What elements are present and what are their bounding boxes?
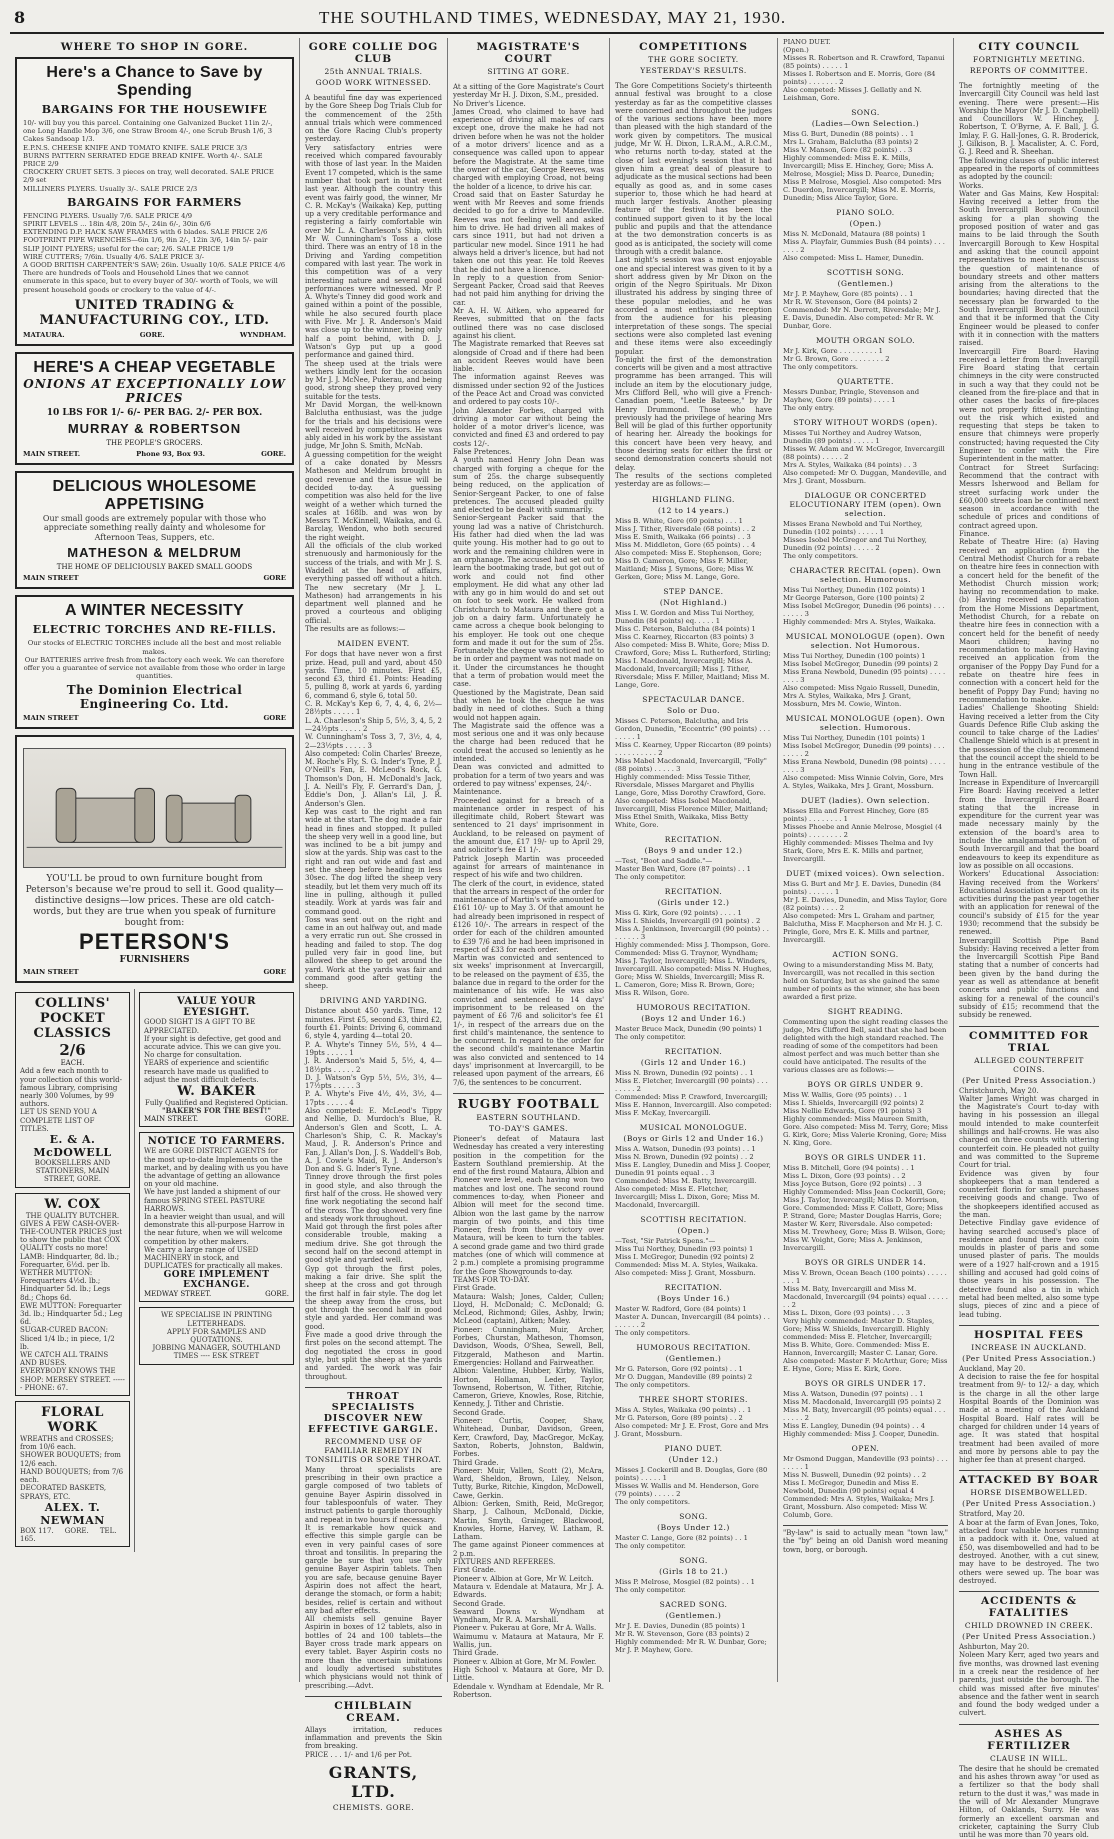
results-list: Miss B. Mitchell, Gore (94 points) . . 1 Miss L. Dixon, Gore (93 points) . . 2 Miss Joyce Butson, Gore (92 points) . . 3 Highly Commended: Miss Jean Cockerill, Gore; Miss J. Taylor, Invercargill; Miss D. Morrison, Gore. Commended: Miss F. Collett, Gore; Miss P. Strand, Gore; Master Douglas Harris, Gore; Master W. Kerr, Riversdale. Also competed: Miss M. Trewheey, Gore; Miss B. Wilson, Gore; Miss W. Voight, Gore; Miss A. Jenkinson, Invercargill. <box>783 1164 946 1252</box>
article-body: The Gore Competitions Society's thirteenth annual festival was brought to a close yesterday as far as the competitive classes were concerned and throughout the judges of the various sections have been more than pleased with the high standard of the work given by competitors. The musical judge, Mr W. H. Dixon, L.R.A.M., A.R.C.M., who returns north to-day, stated at the close of last evening's session that it had given him a great deal of pleasure to adjudicate as the musical sections had been equally as good as, and in some cases superior to, those which he had heard at much larger festivals. Another pleasing feature of the festival has been the continued support given to it by the local public and pupils and that the attendance at the two demonstration concerts is as good as is anticipated, the society will come through with a credit balance. Last night's session was a most enjoyable one and special interest was given to it by a short address given by Mr Dixon on the origin of the Negro Spirituals. Mr Dixon illustrated his address by singing three of these popular melodies, and he was accorded a most enthusiastic reception from the audience for his pleasing interpretation of these songs. The special sections were also completed last evening and these items were also exceedingly popular. To-night the first of the demonstration concerts will be given and a most attractive programme has been arranged. This will include an item by the elocutionary judge, Mrs Clifford Bell, who will give a French-Canadian poem, "Leetle Bateese," by Dr Henry Drummond. Those who have previously had the privilege of hearing Mrs Bell will be glad of this further opportunity of hearing her. Already the bookings for this concert have been very heavy, and those desiring seats for either the first or second demonstration concerts should not delay. The results of the sections completed yesterday are as follows:— <box>615 82 772 489</box>
results-list: Mr J. Kirk, Gore . . . . . . . . . 1 Mr G. Brown, Gore . . . . . . . . 2 The only competitors. <box>783 347 890 371</box>
results-list: Miss Tui Northey, Dunedin (101 points) 1 Miss Isobel McGregor, Dunedin (99 points) . . . . . . . . 2 Miss Erana Newbold, Dunedin (98 points) . . . . . . . . 3 Also competed: Miss Winnie Colvin, Gore, Mrs A. Styles, Waikaka, Mrs J. Grant, Mossburn. <box>783 734 946 790</box>
ad-tagline: FURNISHERS <box>119 955 190 966</box>
column-shop-in-gore <box>10 38 300 1682</box>
ad-petersons <box>15 735 294 983</box>
article-heading: MAGISTRATE'S COURT <box>476 41 581 65</box>
article-heading: COMMITTED FOR TRIAL <box>968 1029 1089 1054</box>
results-list: Misses Tui Northey and Audrey Watson, Dunedin (89 points) . . . . . 1 Misses W. Adam and W. McGregor, Invercargill (88 points) . . . . . 2 Mrs A. Styles, Waikaka (84 points) . . 3 Also competed: Mr O. Duggan, Mandeville, and Mrs J. Grant, Mossburn. <box>783 429 947 485</box>
results-list: Miss A. Watson, Dunedin (93 points) . . 1 Miss N. Brown, Dunedin (92 points) . . 2 Miss E. Langley, Dunedin and Miss J. Cooper, Dunedin 91 points equal . . 3 Commended: Miss M. Batty, Invercargill. Also competed: Miss E. Fletcher, Invercargill; Miss L. Dixon, Gore; Miss M. Macdonald, Invercargill. <box>615 1144 771 1209</box>
ad-collins: COLLINS' POCKET CLASSICS 2/6 EACH. Add a few each month to your collection of this world-famous Library, comprising nearly 300 Volumes, by 99 authors. LET US SEND YOU A COMPLETE LIST OF TITLES. E. & A. McDOWELL BOOKSELLERS AND STATIONERS, MAIN STREET, GORE. <box>15 992 130 1187</box>
article-body: The fortnightly meeting of the Invercargill City Council was held last evening. There were present:—His Worship the Mayor (Mr J. D. Campbell) and Councillors W. Hinchey, J. Robertson, T. O'Byrne, A. F. Ball, J. G. Imlay, F. G. Hall-Jones, G. R. Broderick, J. Gilkison, B. J. Macalister, A. C. Ford, G. J. Reed and R. Sheehan. The following clauses of public interest appeared in the reports of committees as adopted by the council: Works. Water and Gas Mains, Kew Hospital: Having received a letter from the South Invercargill Borough Council asking for a plan showing the proposed position of water and gas mains to be laid through the South Invercargill Borough to Kew Hospital and asking that the council appoint representatives to meet it to discuss the question of maintenance of boundary streets and other matters arising from the alterations to the boundaries; having directed that the necessary plan be forwarded to the South Invercargill Borough Council and that it be informed that the City Engineer would be pleased to confer with it in connection with the matters raised. Invercargill Fire Board: Having received a letter from the Invercargill Fire Board stating that certain chimneys in the city were constructed in such a way that they could not be cleaned from the fire-place and that in other cases the backs of fire-places were not properly fitted in, pointing out the risk which existed and requesting that steps be taken to ensure that chimneys were properly constructed; having requested the City Engineer to confer with the Fire Superintendent in the matter. Contract for Street Surfacing: Recommend that the contract with Messrs Isherwood and Bellam for street surfacing work under the £60,000 streets loan be continued next season in accordance with the schedule of prices and conditions of contract agreed upon. Finance. Rebate of Theatre Hire: (a) Having received an application from the Central Methodist Church for a rebate on theatre hire fees in connection with a concert held for the benefit of the Methodist Church mission work; having no recommendation to make. (b) Having received an application from the Home Missions Department, Methodist Church, for a rebate on theatre hire fees in connection with a concert held for the benefit of needy Maori children; having no recommendation to make. (c) Having received an application from the organiser of the Poppy Day Fund for a rebate on theatre hire fees in connection with a concert held for the benefit of Poppy Day Fund; having no recommendation to make. Ladies' Challenge Shooting Shield: Having received a letter from the City Guards Defence Rifle Club asking the council to take charge of the Ladies' Challenge Shield which is at present in the possession of the club; recommend that the council accept the shield to be hung in the entrance vestibule of the Town Hall. Increase in Expenditure of Invercargill Fire Board: Having received a letter from the Invercargill Fire Board stating that the increase in expenditure for the current year was made necessary mainly by the extension of the board's area to include the amalgamated portion of South Invercargill and that the board endeavours to keep its expenditure as low as possible on all occasions. Workers' Educational Association: Having received from the Workers' Educational Association a report on its activities during the past year together with an application for renewal of the council's subsidy of £15 for the year 1930; recommend that the subsidy be renewed. Invercargill Scottish Pipe Band Subsidy: Having received a letter from the Invercargill Scottish Pipe Band stating that a number of concerts had been given by the band during the year as well as attendance at benefit concerts and public functions and asking for a renewal of the council's subsidy of £15; recommend that the subsidy be renewed. <box>959 82 1099 1020</box>
results-list: Miss W. Wallis, Gore (95 points) . . 1 Miss I. Shields, Invercargill (92 points) 2 Miss Nellie Edwards, Gore (91 points) 3 Highly commended: Miss Maureen Smith, Gore. Also competed: Miss M. Terry, Gore; Miss G. Kirk, Gore; Miss Valerie Kroning, Gore; Miss N. King, Gore. <box>783 1091 948 1147</box>
column-competitions: COMPETITIONS THE GORE SOCIETY. YESTERDAY'S RESULTS. The Gore Competitions Society's thirteenth annual festival was brought to a close yesterday as far as the competitive classes were concerned and throughout the judges of the various sections have been more than pleased with the high standard of the work given by competitors. The musical judge, Mr W. H. Dixon, L.R.A.M., A.R.C.M., who returns north to-day, stated at the close of last evening's session that it had given him a great deal of pleasure to adjudicate as the musical sections had been equally as good as, and in some cases superior to, those which he had heard at much larger festivals. Another pleasing feature of the festival has been the continued support given to it by the local public and pupils and that the attendance at the two demonstration concerts is as good as is anticipated, the society will come through with a credit balance. Last night's session was a most enjoyable one and special interest was given to it by a short address given by Mr Dixon on the origin of the Negro Spirituals. Mr Dixon illustrated his address by singing three of these popular melodies, and he was accorded a most enthusiastic reception from the audience for his pleasing interpretation of these songs. The special sections were also completed last evening and these items were also exceedingly popular. To-night the first of the demonstration concerts will be given and a most attractive programme has been arranged. This will include an item by the elocutionary judge, Mrs Clifford Bell, who will give a French-Canadian poem, "Leetle Bateese," by Dr Henry Drummond. Those who have previously had the privilege of hearing Mrs Bell will be glad of this further opportunity of hearing her. Already the bookings for this concert have been very heavy, and those desiring seats for either the first or second demonstration concerts should not delay. The results of the sections completed yesterday are as follows:— HIGHLAND FLING. (12 to 14 years.) Miss B. White, Gore (69 points) . . . 1 Miss J. Tither, Riversdale (68 points) . . 2 Miss E. Smith, Waikaka (66 points) . . 3 Miss M. Middleton, Gore (65 points) . . 4 Also competed: Miss E. Stephenson, Gore; Miss D. Cameron, Gore; Miss F. Miller, Maitland; Miss J. Symons, Gore; Miss W. Gerken, Gore; Miss M. Lange, Gore. STEP DANCE. (Not Highland.) Miss I. W. Gordon and Miss Tui Northey, Dunedin (84 points) eq. . . . . 1 Miss C. Peterson, Balclutha (84 points) 1 Miss C. Kearney, Riccarton (83 points) 3 Also competed: Miss B. White, Gore; Miss D. Crawford, Gore; Miss L. Rutherford, Stirling; Miss I. Macdonald, Invercargill; Miss A. Macdonald, Invercargill; Miss J. Tither, Riversdale; Miss F. Miller, Maitland; Miss M. Lange, Gore. SPECTACULAR DANCE. Solo or Duo. Misses C. Peterson, Balclutha, and Iris Gordon, Dunedin, "Eccentric" (90 points) . . . . . . . . 1 Miss C. Kearney, Upper Riccarton (89 points) . . . . . . . . . . 2 Miss Mabel Macdonald, Invercargill, "Folly" (88 points) . . . . . 3 Highly commended: Miss Tessie Tither, Riversdale, Misses Margaret and Phyllis Lange, Gore, Miss Dorothy Crawford, Gore. Also competed: Miss Isobel Macdonald, Invercargill, Miss Florence Miller, Maitland; Miss Ethel Smith, Waikaka, Miss Betty White, Gore. RECITATION. (Boys 9 and under 12.) —Test, "Boot and Saddle."— Master Ben Ward, Gore (87 points) . . 1 The only competitor. RECITATION. (Girls under 12.) Miss G. Kirk, Gore (92 points) . . . . 1 Miss I. Shields, Invercargill (91 points) . 2 Miss A. Jenkinson, Invercargill (90 points) . . . . . . . . 3 Highly commended: Miss J. Thompson, Gore. Commended: Miss G. Traynor, Wyndham; Miss J. Taylor, Invercargill; Miss L. Winders, Invercargill. Also competed: Miss N. Hughes, Gore; Miss W. Shields, Invercargill; Miss R. L. Cameron, Gore; Miss R. Brown, Gore; Miss R. Wilson, Gore. HUMOROUS RECITATION. (Boys 12 and Under 16.) Master Bruce Mack, Dunedin (90 points) 1 The only competitor. RECITATION. (Girls 12 and Under 16.) Miss N. Brown, Dunedin (92 points) . . 1 Miss E. Fletcher, Invercargill (90 points) . . . . . . . . 2 Commended: Miss P. Crawford, Invercargill; Miss E. Hannon, Invercargill. Also competed: Miss F. McKay, Invercargill. MUSICAL MONOLOGUE. (Boys or Girls 12 and Under 16.) Miss A. Watson, Dunedin (93 points) . . 1 Miss N. Brown, Dunedin (92 points) . . 2 Miss E. Langley, Dunedin and Miss J. Cooper, Dunedin 91 points equal . . 3 Commended: Miss M. Batty, Invercargill. Also competed: Miss E. Fletcher, Invercargill; Miss L. Dixon, Gore; Miss M. Macdonald, Invercargill. SCOTTISH RECITATION. (Open.) —Test, "Sir Patrick Spens."— Miss Tui Northey, Dunedin (93 points) 1 Miss I. McGregor, Dunedin (92 points) 2 Commended: Miss M. A. Styles, Waikaka. Also competed: Miss J. Grant, Mossburn. RECITATION. (Boys Under 16.) Master W. Radford, Gore (84 points) 1 Master A. Duncan, Invercargill (84 points) . . . . . . . . 2 The only competitors. HUMOROUS RECITATION. (Gentlemen.) Mr G. Paterson, Gore (92 points) . . 1 Mr O. Duggan, Mandeville (89 points) 2 The only competitors. THREE SHORT STORIES. Miss A. Styles, Waikaka (90 points) . . 1 Mr G. Paterson, Gore (89 points) . . 2 Also competed: Mr J. E. Frost, Gore and Mrs J. Grant, Mossburn. PIANO DUET. (Under 12.) Misses J. Cockerill and B. Douglas, Gore (80 points) . . . . . 1 Misses W. Wallis and M. Henderson, Gore (79 points) . . . . . 2 The only competitors. SONG. (Boys Under 12.) Master C. Lange, Gore (82 points) . . 1 The only competitor. SONG. (Girls 18 to 21.) Miss P. Melrose, Mosgiel (82 points) . . 1 The only competitor. SACRED SONG. (Gentlemen.) Mr J. E. Davies, Dunedin (85 points) 1 Mr R. W. Stevenson, Gore (83 points) 2 Highly commended: Mr R. W. Dunbar, Gore; Mr J. P. Mayhew, Gore. <box>610 38 778 1682</box>
article-body: Christchurch, May 20. Walter James Wright was charged in the Magistrate's Court to-day with having in his possession an illegal mould intended to make counterfeit shillings and half-crowns. He was also charged on three counts with uttering counterfeit coin. He pleaded not guilty and was committed to the Supreme Court for trial. Evidence was given by four shopkeepers that a man tendered a counterfeit florin for small purchases receiving goods and change. Two of the shopkeepers identified accused as the man. Detective Findlay gave evidence of having searched accused's place of residence and found there two coin moulds in plaster of paris and some unused plaster of paris. The moulds were of a 1927 half-crown and a 1915 shilling and accused had gold coins of those years in his possession. The detective found also a tin in which metal had been melted, also some type slugs, pieces of zinc and a piece of lead tubing. <box>959 1086 1099 1319</box>
section-heading: WHERE TO SHOP IN GORE. <box>60 41 249 53</box>
article-heading: HOSPITAL FEES <box>974 1328 1084 1341</box>
results-list: Miss G. Burt and Mr J. E. Davies, Dunedin (84 points) . . . . . . 1 Mr J. E. Davies, Dunedin, and Miss Taylor, Gore (82 points) . . . . 2 Also competed: Mrs L. Graham and partner, Balclutha, Miss F. Macpherson and Mr H. J. C. Pringle, Gore, Mrs E. K. Mills and partner, Invercargill. <box>783 880 947 944</box>
ad-subheading: ELECTRIC TORCHES AND RE-FILLS. <box>32 623 277 637</box>
article-body: A beautiful fine day was experienced by the Gore Sheep Dog Trials Club for the commencement of the 25th annual trials which were commenced on the Gore Racing Club's property yesterday. Very satisfactory entries were received which compared favourably with those of last year. In the Maiden Event 17 competed, which is the same number that took part in that event last year. Although the country this event was fairly good, the winner, Mr C. R. McKay's (Waikaka) Kep, putting up a very creditable performance and registering a fairly comfortable win over Mr L. A. Charleson's Ship, with Mr W. Cunningham's Toss a close third. There was an entry of 18 in the Driving and Yarding competition compared with last year. The work in this competition was of a very interesting nature and several good performances were witnessed. Mr P. A. Whyte's Tinney did good work and gained within a point of the possible, while he also secured fourth place with Five. Mr J. R. Anderson's Maid was close up to the winner, being only half a point behind, with D. J. Watson's Gyp put up a good performance and gained third. The sheep used at the trials were wethers kindly lent for the occasion by Mr J. J. McNee, Pukerau, and being good, strong sheep they proved very suitable for the tests. Mr David Morgan, the well-known Balclutha enthusiast, was the judge for the trials and his decisions were well received by competitors. He was ably aided in his work by the assistant judge, Mr John S. Smith, McNab. A guessing competition for the weight of a cake donated by Messrs Matheson and Meldrum brought in good revenue and the issue will be decided to-day. A guessing competition was also held for the live weight of a wether which turned the scales at 168lb. and was won by Messrs T. McKinnell, Waikaka, and G. Barclay, Wendon, who both secured the right weight. All the officials of the club worked strenuously and harmoniously for the success of the trials, and with Mr J. S. Waddell at the head of affairs, everything passed off without a hitch. The new secretary (Mr J. L. Matheson) had arrangements in his department well planned and he proved a courteous and obliging official. The results are as follows:— <box>305 94 442 633</box>
advertiser-name: ALEX. T. NEWMAN <box>40 1500 105 1527</box>
article-body: Auckland, May 20. A decision to raise the fee for hospital treatment from 9/- to 12/- a day, which is the charge in all the other large Hospital Boards of the Dominion was made at a meeting of the Auckland Hospital Board. Half rates will be charged for children under 14 years of age. It was stated that hospital treatment had been availed of more and more by persons able to pay the higher fee than at present charged. <box>959 1364 1099 1465</box>
article-body: The desire that he should be cremated and his ashes thrown away "or used as a fertilizer so that the body shall return to the dust it was," was made in the will of Mr Alexander Mungrave Hilton, of Oaklands, Surry. He was formerly an excellent oarsman and cricketer, captaining the Surry Club until he was more than 70 years old. <box>959 1764 1102 1839</box>
results-list: Miss Tui Northey, Dunedin (102 points) 1 Mr George Paterson, Gore (100 points) 2 Miss Isobel McGregor, Dunedin (96 points) . . . . . . . . 3 Highly commended: Mrs A. Styles, Waikaka. <box>783 586 945 626</box>
ad-subheading: BARGAINS FOR THE HOUSEWIFE <box>41 103 268 116</box>
results-list: Miss G. Burt, Dunedin (88 points) . . 1 Mrs L. Graham, Balclutha (83 points) 2 Miss V. Manson, Gore (82 points) . . 3 Highly commended: Miss E. K. Mills, Invercargill; Miss E. Hinchey, Gore; Miss A. Melrose, Mosgiel; Miss D. Pearce, Dunedin; Miss P. Melrose, Mosgiel. Also competed: Mrs C. Duerdon, Invercargill; Miss M. E. Morris, Dunedin; Miss Alice Taylor, Gore. <box>783 130 942 202</box>
ad-matheson-meldrum <box>15 471 294 590</box>
article-body: Stratford, May 20. A boar at the farm of Evan Jones, Toko, attacked four valuable horses running in a paddock with it. One, valued at £50, was disembowelled and had to be destroyed. Another, with a cut sinew, may have to be destroyed. The two others were sewed up. The boar was destroyed. <box>959 1510 1099 1585</box>
results-list: Miss A. Watson, Dunedin (97 points) . . 1 Miss M. Macdonald, Invercargill (95 points) 2 Miss M. Baty, Invercargill (95 points) equal . . . . . . . . 2 Miss E. Langley, Dunedin (94 points) . . 4 Highly commended: Miss J. Cooper, Dunedin. <box>783 1390 946 1438</box>
small-ads-row <box>15 989 294 1552</box>
article-heading: CITY COUNCIL <box>978 41 1080 53</box>
results-list: —Test, "Boot and Saddle."— Master Ben Ward, Gore (87 points) . . 1 The only competitor. <box>615 856 751 881</box>
results-driving: Distance about 450 yards. Time, 12 minutes. First £5, second £3, third £2, fourth £1. Points: Driving 6, command 6, style 4, yarding 4—total 20. P. A. Whyte's Tinney 5½, 5½, 4 4—19pts . . . . . 1 J. R. Anderson's Maid 5, 5½, 4, 4—18½pts . . . . . 2 D. J. Watson's Gyp 5½, 5½, 3½, 4—17½pts . . . . . 3 P. A. Whyte's Five 4½, 4½, 3½, 4—17pts . . . . . 4 Also competed: E. McLeod's Tippy and Nellie, D. Murdoch's Blue, R. Anderson's Glen and Scott, L. A. Charleson's Ship, C. R. Mackay's Maud, J. R. Anderson's Prince and Fan, J. Allan's Don, J. S. Waddell's Bob, A. J. Cowie's Maid, R. J. Anderson's Don and S. G. Inder's Tyne. Tinney drove through the first poles in good style, and also through the first half of the cross. He showed very fine work negotiating the second half of the cross. The dog showed very fine and steady work throughout. Maid got through the first poles after considerable trouble, making a medium drive. She got through the second half on the second attempt in good style and yarded well. Gyp got through the first poles, making a fair drive. She split the sheep at the cross and got through the first half in fair style. The dog let the sheep away from the cross, but got through the second half in good style and yarded. Her command was good. Five made a good drive through the first poles on the second attempt. The dog negotiated the cross in good style, but split the sheep at the yards and yarded. The work was fair throughout. <box>305 1007 442 1381</box>
ad-body: Our small goods are extremely popular with those who appreciate something really dainty and wholesome for Afternoon Teas, Suppers, etc. <box>42 513 269 542</box>
ad-headline: HERE'S A CHEAP VEGETABLE <box>33 358 276 376</box>
ad-footer: MATAURA. GORE. WYNDHAM. <box>23 330 286 339</box>
article-body: Many throat specialists are prescribing in their own practice a gargle composed of two tablets of genuine Bayer Aspirin dissolved in four tablespoonfuls of water. They instruct patients to gargle thoroughly and repeat in two hours if necessary. It is remarkable how quick and effective this simple gargle can be even in very painful cases of sore throat and tonsilitis. In preparing the gargle be sure that you use only genuine Bayer Aspirin tablets. Then you are safe, because genuine Bayer Aspirin does not affect the heart, derange the stomach, or form a habit; besides, relief is certain and without any bad after effects. All chemists sell genuine Bayer Aspirin in boxes of 12 tablets, also in bottles of 24 and 100 tablets—the Bayer cross trade mark appears on every tablet. Bayer Aspirin costs no more than the uncertain imitations and loudly advertised substitutes which physicians would not think of prescribing.—Advt. <box>305 1465 442 1690</box>
ad-footer: MAIN STREET. Phone 93, Box 93. GORE. <box>23 449 286 458</box>
column-collie-club: GORE COLLIE DOG CLUB 25th ANNUAL TRIALS. GOOD WORK WITNESSED. A beautiful fine day was experienced by the Gore Sheep Dog Trials Club for the commencement of the 25th annual trials which were commenced on the Gore Racing Club's property yesterday. Very satisfactory entries were received which compared favourably with those of last year. In the Maiden Event 17 competed, which is the same number that took part in that event last year. Although the country this event was fairly good, the winner, Mr C. R. McKay's (Waikaka) Kep, putting up a very creditable performance and registering a fairly comfortable win over Mr L. A. Charleson's Ship, with Mr W. Cunningham's Toss a close third. There was an entry of 18 in the Driving and Yarding competition compared with last year. The work in this competition was of a very interesting nature and several good performances were witnessed. Mr P. A. Whyte's Tinney did good work and gained within a point of the possible, while he also secured fourth place with Five. Mr J. R. Anderson's Maid was close up to the winner, being only half a point behind, with D. J. Watson's Gyp put up a good performance and gained third. The sheep used at the trials were wethers kindly lent for the occasion by Mr J. J. McNee, Pukerau, and being good, strong sheep they proved very suitable for the tests. Mr David Morgan, the well-known Balclutha enthusiast, was the judge for the trials and his decisions were well received by competitors. He was ably aided in his work by the assistant judge, Mr John S. Smith, McNab. A guessing competition for the weight of a cake donated by Messrs Matheson and Meldrum brought in good revenue and the issue will be decided to-day. A guessing competition was also held for the live weight of a wether which turned the scales at 168lb. and was won by Messrs T. McKinnell, Waikaka, and G. Barclay, Wendon, who both secured the right weight. All the officials of the club worked strenuously and harmoniously for the success of the trials, and with Mr J. S. Waddell at the head of affairs, everything passed off without a hitch. The new secretary (Mr J. L. Matheson) had arrangements in his department well planned and he proved a courteous and obliging official. The results are as follows:— MAIDEN EVENT. For dogs that have never won a first prize. Head, pull and yard, about 450 yards. Time, 10 minutes. First £5, second £3, third £1. Points: Heading 5, pulling 8, work at yards 6, yarding 6, command 6, style 6, total 50. C. R. McKay's Kep 6, 7, 4, 4, 6, 2½—28½pts . . . . . 1 L. A. Charleson's Ship 5, 5½, 3, 4, 5, 2—24½pts . . . . . 2 W. Cunningham's Toss 3, 7, 3½, 4, 4, 2—23½pts . . . . . 3 Also competed: Colin Charles' Breeze, M. Roche's Fly, S. G. Inder's Tyne, P. J. O'Neill's Fan, E. McLeod's Rock, G. Thomson's Don, H. McDonald's Jack, J. A. Neill's Fly, F. Gerrard's Dan, J. Eddie's Don, J. Allan's Lil, J. R. Anderson's Glen. Kep was cast to the right and ran wide at the start. The dog made a fair head in fines and stopped. It pulled the sheep very well in a good line, but was inclined to be a bit jumpy and slow at the yards. Ship was cast to the right and ran out wide and fast and set the sheep before heading in less 30sec. The dog lifted the sheep very steadily, but let them very much off its line in pulling, although it pulled steadily. Work at yards was fair and command good. Toss was sent out on the right and came in an out halfway out, and made a very erratic run out. She crossed in heading and failed to stop. The dog pulled very fair in good line, but allowed the sheep to get around the yard. Work at the yards was fair and command good after getting the sheep. DRIVING AND YARDING. Distance about 450 yards. Time, 12 minutes. First £5, second £3, third £2, fourth £1. Points: Driving 6, command 6, style 4, yarding 4—total 20. P. A. Whyte's Tinney 5½, 5½, 4 4—19pts . . . . . 1 J. R. Anderson's Maid 5, 5½, 4, 4—18½pts . . . . . 2 D. J. Watson's Gyp 5½, 5½, 3½, 4—17½pts . . . . . 3 P. A. Whyte's Five 4½, 4½, 3½, 4—17pts . . . . . 4 Also competed: E. McLeod's Tippy and Nellie, D. Murdoch's Blue, R. Anderson's Glen and Scott, L. A. Charleson's Ship, C. R. Mackay's Maud, J. R. Anderson's Prince and Fan, J. Allan's Don, J. S. Waddell's Bob, A. J. Cowie's Maid, R. J. Anderson's Don and S. G. Inder's Tyne. Tinney drove through the first poles in good style, and also through the first half of the cross. He showed very fine work negotiating the second half of the cross. The dog showed very fine and steady work throughout. Maid got through the first poles after considerable trouble, making a medium drive. She got through the second half on the second attempt in good style and yarded well. Gyp got through the first poles, making a fair drive. She split the sheep at the cross and got through the first half in fair style. The dog let the sheep away from the cross, but got through the second half in good style and yarded. Her command was good. Five made a good drive through the first poles on the second attempt. The dog negotiated the cross in good style, but split the sheep at the yards and yarded. The work was fair throughout. THROAT SPECIALISTS DISCOVER NEW EFFECTIVE GARGLE. RECOMMEND USE OF FAMILIAR REMEDY IN TONSILITIS OR SORE THROAT. Many throat specialists are prescribing in their own practice a gargle composed of two tablets of genuine Bayer Aspirin dissolved in four tablespoonfuls of water. They instruct patients to gargle thoroughly and repeat in two hours if necessary. It is remarkable how quick and effective this simple gargle can be even in very painful cases of sore throat and tonsilitis. In preparing the gargle be sure that you use only genuine Bayer Aspirin tablets. Then you are safe, because genuine Bayer Aspirin does not affect the heart, derange the stomach, or form a habit; besides, relief is certain and without any bad after effects. All chemists sell genuine Bayer Aspirin in boxes of 12 tablets, also in bottles of 24 and 100 tablets—the Bayer cross trade mark appears on every tablet. Bayer Aspirin costs no more than the uncertain imitations and loudly advertised substitutes which physicians would not think of prescribing.—Advt. CHILBLAIN CREAM. Allays irritation, reduces inflammation and prevents the Skin from breaking. PRICE . . . 1/- and 1/6 per Pot. GRANTS, LTD. CHEMISTS. GORE. <box>300 38 448 1682</box>
article-heading: ATTACKED BY BOAR <box>959 1474 1099 1487</box>
ad-body: Add a few each month to your collection of this world-famous Library, comprising nearly 300 Volumes, by 99 authors. LET US SEND YOU A COMPLETE LIST OF TITLES. <box>20 1067 122 1133</box>
results-list: Misses Ella and Forrest Hinchey, Gore (85 points) . . . . . . . . 1 Misses Phoebe and Annie Melrose, Mosgiel (4 points) . . . . . . . . 2 Highly commended: Misses Thelma and Ivy Stark, Gore, Mrs E. K. Mills and partner, Invercargill. <box>783 807 943 863</box>
furniture-illustration <box>23 748 286 868</box>
advertiser-name: UNITED TRADING & MANUFACTURING COY., LTD. <box>39 297 270 328</box>
results-list: Commenting upon the sight reading classes the judge, Mrs Clifford Bell, said that she had been delighted with the high standard reached. The reading of some of the competitors had been almost perfect and was much better than she could have anticipated. The results of the various classes are as follows:— <box>783 1018 951 1074</box>
advertiser-name: GORE IMPLEMENT EXCHANGE. <box>163 1270 270 1291</box>
results-list: Miss I. W. Gordon and Miss Tui Northey, Dunedin (84 points) eq. . . . . 1 Miss C. Peterson, Balclutha (84 points) 1 Miss C. Kearney, Riccarton (83 points) 3 Also competed: Miss B. White, Gore; Miss D. Crawford, Gore; Miss L. Rutherford, Stirling; Miss I. Macdonald, Invercargill; Miss A. Macdonald, Invercargill; Miss J. Tither, Riversdale; Miss F. Miller, Maitland; Miss M. Lange, Gore. <box>615 608 771 689</box>
column-competitions-cont: PIANO DUET. (Open.) Misses R. Robertson and R. Crawford, Tapanui (85 points) . . . . . 1 Misses I. Robertson and E. Morris, Gore (84 points) . . . . . . . 2 Also competed: Misses J. Gellatly and N. Leishman, Gore. SONG. (Ladies—Own Selection.) Miss G. Burt, Dunedin (88 points) . . 1 Mrs L. Graham, Balclutha (83 points) 2 Miss V. Manson, Gore (82 points) . . 3 Highly commended: Miss E. K. Mills, Invercargill; Miss E. Hinchey, Gore; Miss A. Melrose, Mosgiel; Miss D. Pearce, Dunedin; Miss P. Melrose, Mosgiel. Also competed: Mrs C. Duerdon, Invercargill; Miss M. E. Morris, Dunedin; Miss Alice Taylor, Gore. PIANO SOLO. (Open.) Miss N. McDonald, Mataura (88 points) 1 Miss A. Playfair, Gummies Bush (84 points) . . . . . . . 2 Also competed: Miss L. Hamer, Dunedin. SCOTTISH SONG. (Gentlemen.) Mr J. P. Mayhew, Gore (85 points) . . 1 Mr R. W. Stevenson, Gore (84 points) 2 Commended: Mr N. Derrett, Riversdale; Mr J. E. Davis, Dunedin. Also competed: Mr R. W. Dunbar, Gore. MOUTH ORGAN SOLO. Mr J. Kirk, Gore . . . . . . . . . 1 Mr G. Brown, Gore . . . . . . . . 2 The only competitors. QUARTETTE. Messrs Dunbar, Pringle, Stevenson and Mayhew, Gore (89 points) . . . . 1 The only entry. STORY WITHOUT WORDS (open). Misses Tui Northey and Audrey Watson, Dunedin (89 points) . . . . . 1 Misses W. Adam and W. McGregor, Invercargill (88 points) . . . . . 2 Mrs A. Styles, Waikaka (84 points) . . 3 Also competed: Mr O. Duggan, Mandeville, and Mrs J. Grant, Mossburn. DIALOGUE OR CONCERTED ELOCUTIONARY ITEM (open). Own selection. Misses Erana Newbold and Tui Northey, Dunedin (102 points) . . . . . 1 Misses Isobel McGregor and Tui Northey, Dunedin (92 points) . . . . . 2 The only competitors. CHARACTER RECITAL (open). Own selection. Humorous. Miss Tui Northey, Dunedin (102 points) 1 Mr George Paterson, Gore (100 points) 2 Miss Isobel McGregor, Dunedin (96 points) . . . . . . . . 3 Highly commended: Mrs A. Styles, Waikaka. MUSICAL MONOLOGUE (open). Own selection. Not Humorous. Miss Tui Northey, Dunedin (100 points) 1 Miss Isobel McGregor, Dunedin (99 points) 2 Miss Erana Newbold, Dunedin (95 points) . . . . . . . . 3 Also competed: Miss Ngaio Russell, Dunedin, Mrs A. Styles, Waikaka, Mrs J. Grant, Mossburn, Mrs M. Cowie, Winton. MUSICAL MONOLOGUE (open). Own selection. Humorous. Miss Tui Northey, Dunedin (101 points) 1 Miss Isobel McGregor, Dunedin (99 points) . . . . . . . . 2 Miss Erana Newbold, Dunedin (98 points) . . . . . . . . 3 Also competed: Miss Winnie Colvin, Gore, Mrs A. Styles, Waikaka, Mrs J. Grant, Mossburn. DUET (ladies). Own selection. Misses Ella and Forrest Hinchey, Gore (85 points) . . . . . . . . 1 Misses Phoebe and Annie Melrose, Mosgiel (4 points) . . . . . . . . 2 Highly commended: Misses Thelma and Ivy Stark, Gore, Mrs E. K. Mills and partner, Invercargill. DUET (mixed voices). Own selection. Miss G. Burt and Mr J. E. Davies, Dunedin (84 points) . . . . . . 1 Mr J. E. Davies, Dunedin, and Miss Taylor, Gore (82 points) . . . . 2 Also competed: Mrs L. Graham and partner, Balclutha, Miss F. Macpherson and Mr H. J. C. Pringle, Gore, Mrs E. K. Mills and partner, Invercargill. ACTION SONG. Owing to a misunderstanding Miss M. Baty, Invercargill, was not recalled in this section held on Saturday, but as she gained the same number of points as the winner, she has been awarded a first prize. SIGHT READING. Commenting upon the sight reading classes the judge, Mrs Clifford Bell, said that she had been delighted with the high standard reached. The reading of some of the competitors had been almost perfect and was much better than she could have anticipated. The results of the various classes are as follows:— BOYS OR GIRLS UNDER 9. Miss W. Wallis, Gore (95 points) . . 1 Miss I. Shields, Invercargill (92 points) 2 Miss Nellie Edwards, Gore (91 points) 3 Highly commended: Miss Maureen Smith, Gore. Also competed: Miss M. Terry, Gore; Miss G. Kirk, Gore; Miss Valerie Kroning, Gore; Miss N. King, Gore. BOYS OR GIRLS UNDER 11. Miss B. Mitchell, Gore (94 points) . . 1 Miss L. Dixon, Gore (93 points) . . 2 Miss Joyce Butson, Gore (92 points) . . 3 Highly Commended: Miss Jean Cockerill, Gore; Miss J. Taylor, Invercargill; Miss D. Morrison, Gore. Commended: Miss F. Collett, Gore; Miss P. Strand, Gore; Master Douglas Harris, Gore; Master W. Kerr, Riversdale. Also competed: Miss M. Trewheey, Gore; Miss B. Wilson, Gore; Miss W. Voight, Gore; Miss A. Jenkinson, Invercargill. BOYS OR GIRLS UNDER 14. Miss V. Brown, Ocean Beach (100 points) . . . . . . . . 1 Miss M. Baty, Invercargill and Miss M. Macdonald, Invercargill (94 points) equal . . . . . . . 2 Miss L. Dixon, Gore (93 points) . . . 3 Very highly commended: Master D. Staples, Gore; Miss W. Shields, Invercargill. Highly commended: Miss E. Fletcher, Invercargill; Miss B. White, Gore. Commended: Miss E. Hannon, Invercargill; Master C. Lanar, Gore. Also competed: Master F. McArthur, Gore; Miss E. Hyne, Gore; Miss E. Kirk, Gore. BOYS OR GIRLS UNDER 17. Miss A. Watson, Dunedin (97 points) . . 1 Miss M. Macdonald, Invercargill (95 points) 2 Miss M. Baty, Invercargill (95 points) equal . . . . . . . . 2 Miss E. Langley, Dunedin (94 points) . . 4 Highly commended: Miss J. Cooper, Dunedin. OPEN. Mr Osmond Duggan, Mandeville (93 points) . . . . . . . . 1 Miss N. Buswell, Dunedin (92 points) . . 2 Miss I. McGregor, Dunedin and Miss E. Newbold, Dunedin (90 points) equal 4 Commended: Mrs A. Styles, Waikaka; Mrs J. Grant, Mossburn. Also competed: Miss W. Columb, Gore. "By-law" is said to actually mean "town law," the "by" being an old Danish word meaning town, borg, or borough. <box>778 38 954 1682</box>
ad-body: WE are GORE DISTRICT AGENTS for the most up-to-date Implements on the market, and by dealing with us you have the advantage of getting an allowance on your old machine. We have just landed a shipment of our famous SPRING STEEL PASTURE HARROWS. In a heavier weight than usual, and will demonstrate this all-purpose Harrow in the near future, when we will welcome competition by other makers. We carry a large range of USED MACHINERY in stock, and DUPLICATES for practically all makes. <box>144 1147 289 1271</box>
results-list: Mr J. P. Mayhew, Gore (85 points) . . 1 Mr R. W. Stevenson, Gore (84 points) 2 Commended: Mr N. Derrett, Riversdale; Mr J. E. Davis, Dunedin. Also competed: Mr R. W. Dunbar, Gore. <box>783 290 941 330</box>
results-list: Master C. Lange, Gore (82 points) . . 1 The only competitor. <box>615 1533 748 1550</box>
ad-tagline: ONIONS AT EXCEPTIONALLY LOW PRICES <box>23 376 286 405</box>
results-list: Mr G. Paterson, Gore (92 points) . . 1 Mr O. Duggan, Mandeville (89 points) 2 The only competitors. <box>615 1364 753 1389</box>
results-list: —Test, "Sir Patrick Spens."— Miss Tui Northey, Dunedin (93 points) 1 Miss I. McGregor, Dunedin (92 points) 2 Commended: Miss M. A. Styles, Waikaka. Also competed: Miss J. Grant, Mossburn. <box>615 1236 758 1277</box>
advertiser-name: MATHESON & MELDRUM <box>67 545 242 561</box>
masthead-title: THE SOUTHLAND TIMES, WEDNESDAY, MAY 21, 1930. <box>318 8 787 27</box>
results-list: Miss B. White, Gore (69 points) . . . 1 Miss J. Tither, Riversdale (68 points) . . 2 Miss E. Smith, Waikaka (66 points) . . 3 Miss M. Middleton, Gore (65 points) . . 4 Also competed: Miss E. Stephenson, Gore; Miss D. Cameron, Gore; Miss F. Miller, Maitland; Miss J. Symons, Gore; Miss W. Gerken, Gore; Miss M. Lange, Gore. <box>615 516 762 581</box>
results-list: Owing to a misunderstanding Miss M. Baty, Invercargill, was not recalled in this section held on Saturday, but as she gained the same number of points as the winner, she has been awarded a first prize. <box>783 961 942 1001</box>
ad-implement-exchange: NOTICE TO FARMERS. WE are GORE DISTRICT AGENTS for the most up-to-date Implements on the market, and by dealing with us you have the advantage of getting an allowance on your old machine. We have just landed a shipment of our famous SPRING STEEL PASTURE HARROWS. In a heavier weight than usual, and will demonstrate this all-purpose Harrow in the near future, when we will welcome competition by other makers. We carry a large range of USED MACHINERY in stock, and DUPLICATES for practically all makes. GORE IMPLEMENT EXCHANGE. MEDWAY STREET. GORE. <box>139 1132 294 1302</box>
results-list: Miss A. Styles, Waikaka (90 points) . . 1 Mr G. Paterson, Gore (89 points) . . 2 Also competed: Mr J. E. Frost, Gore and Mrs J. Grant, Mossburn. <box>615 1405 769 1438</box>
article-body: At a sitting of the Gore Magistrate's Court yesterday Mr H. J. Dixon, S.M., presided. No Driver's Licence. James Croad, who claimed to have had experience of driving all makes of cars except one, drove the make he had not driven before when he was not the holder of a motor drivers' licence and as a consequence was called upon to appear before the Magistrate. At the same time the owner of the car, George Reeves, was charged with employing Croad, not being the holder of a licence, to drive his car. Croad said that on Easter Saturday he went with Mr Reeves and some friends decided to go for a drive to Mandeville. Reeves was not feeling well and asked him to drive. He had driven all makes of cars since 1911, but had not driven a particular new model. Since 1911 he had always held a driver's licence, but had not taken one out this year. He told Reeves that he did not have a licence. In reply to a question from Senior-Sergeant Packer, Croad said that Reeves had not paid him anything for driving the car. Mr A. H. W. Aitken, who appeared for Reeves, submitted that on the facts outlined there was no case disclosed against his client. The Magistrate remarked that Reeves sat alongside of Croad and if there had been an accident Reeves would have been liable. The information against Reeves was dismissed under section 92 of the Justices of the Peace Act and Croad was convicted and ordered to pay costs 10/-. John Alexander Forbes, charged with driving a motor car without being the holder of a motor driver's licence, was convicted and fined £3 and ordered to pay costs 12/-. False Pretences. A youth named Henry John Dean was charged with forging a cheque for the sum of 25s. the charge subsequently being reduced, on the application of Senior-Sergeant Packer, to one of false pretences. The accused pleaded guilty and elected to be dealt with summarily. Senior-Sergeant Packer said that the young lad was a native of Christchurch. His father had died when the lad was quite young. His mother had to go out to work and the remaining children were in an orphanage. The accused had set out to learn the bootmaking trade, but got out of work and could not find other employment. He did what any other lad with any go in him would do and set out on foot to seek work. He walked from Christchurch to Mataura and there got a job on a dairy farm. Unfortunately he came across a cheque book belonging to his employer. He took out one cheque form and made it out for the sum of 25s. Fortunately the cheque was noticed not to be in order and payment was not made on it. Under the circumstances he thought that a term of probation would meet the case. Questioned by the Magistrate, Dean said that when he took the cheque he was badly in need of clothes. Such a thing would not happen again. The Magistrate said the offence was a most serious one and it was only because the charge had been reduced that he could treat the accused so leniently as he intended. Dean was convicted and admitted to probation for a term of two years and was ordered to pay witness' expenses, 24/-. Maintenance. Proceeded against for a breach of a maintenance order in respect of his illegitimate child, Robert Stewart was sentenced to 21 days' imprisonment in Auckland, to be released on payment of the amount due, £17 19/- up to April 29, and solicitor's fee £1 1/-. Patrick Joseph Martin was proceeded against for arrears of maintenance in respect of his wife and two children. The clerk of the court, in evidence, stated that the arrears in respect of the order for maintenance of Martin's wife amounted to £161 10/- up to May 3. Of that amount he had already been imprisoned in respect of £126 10/-. The arrears in respect of the order for each of the children amounted to £39 7/6 and he had been imprisoned in respect of £33 for each order. Martin was convicted and sentenced to six weeks' imprisonment at Invercargill, to be released on the payment of £35, the balance due in regard to the order for the maintenance of his wife. He was also convicted and sentenced to 14 days' imprisonment to be released on the payment of £6 7/6 and solicitor's fee £1 1/-, in respect of the arrears due on the first child's maintenance, the sentence to be concurrent. In regard to the order for the second child's maintenance Martin was also convicted and sentenced to 14 days' imprisonment at Invercargill, to be released upon payment of the arrears, £6 7/6, the sentences to be concurrent. <box>453 83 604 1087</box>
ad-body: WE SPECIALISE IN PRINTING LETTERHEADS. APPLY FOR SAMPLES AND QUOTATIONS. JOBBING MANAGER, SOUTHLAND TIMES ---- ESK STREET <box>152 1311 281 1361</box>
ad-footer: MAIN STREET GORE <box>23 968 286 977</box>
ad-headline: DELICIOUS WHOLESOME APPETISING <box>52 477 257 513</box>
results-list: PIANO DUET. (Open.) Misses R. Robertson and R. Crawford, Tapanui (85 points) . . . . . 1 Misses I. Robertson and E. Morris, Gore (84 points) . . . . . . . 2 Also competed: Misses J. Gellatly and N. Leishman, Gore. <box>783 38 945 102</box>
advertiser-name: W. COX <box>44 1196 101 1212</box>
ad-headline: NOTICE TO FARMERS. <box>147 1136 286 1148</box>
ad-headline: COLLINS' POCKET CLASSICS <box>33 996 112 1042</box>
ad-footer: MAIN STREET GORE <box>23 714 286 723</box>
results-list: Miss P. Melrose, Mosgiel (82 points) . . 1 The only competitor. <box>615 1577 755 1594</box>
advertiser-name: PETERSON'S <box>79 929 230 955</box>
results-maiden: For dogs that have never won a first prize. Head, pull and yard, about 450 yards. Time, 10 minutes. First £5, second £3, third £1. Points: Heading 5, pulling 8, work at yards 6, yarding 6, command 6, style 6, total 50. C. R. McKay's Kep 6, 7, 4, 4, 6, 2½—28½pts . . . . . 1 L. A. Charleson's Ship 5, 5½, 3, 4, 5, 2—24½pts . . . . . 2 W. Cunningham's Toss 3, 7, 3½, 4, 4, 2—23½pts . . . . . 3 Also competed: Colin Charles' Breeze, M. Roche's Fly, S. G. Inder's Tyne, P. J. O'Neill's Fan, E. McLeod's Rock, G. Thomson's Don, H. McDonald's Jack, J. A. Neill's Fly, F. Gerrard's Dan, J. Eddie's Don, J. Allan's Lil, J. R. Anderson's Glen. Kep was cast to the right and ran wide at the start. The dog made a fair head in fines and stopped. It pulled the sheep very well in a good line, but was inclined to be a bit jumpy and slow at the yards. Ship was cast to the right and ran out wide and fast and set the sheep before heading in less 30sec. The dog lifted the sheep very steadily, but let them very much off its line in pulling, although it pulled steadily. Work at yards was fair and command good. Toss was sent out on the right and came in an out halfway out, and made a very erratic run out. She crossed in heading and failed to stop. The dog pulled very fair in good line, but allowed the sheep to get around the yard. Work at the yards was fair and command good after getting the sheep. <box>305 650 442 991</box>
ad-body: 10/- will buy you this parcel. Containing one Galvanized Bucket 11in 2/-, one Long Handle Mop 3/6, one Straw Broom 4/-, one Scrub Brush 1/6, 3 Cakes Sandsoap 1/3. E.P.N.S. CHEESE KNIFE AND TOMATO KNIFE. SALE PRICE 3/3 BURNS PATTERN SERRATED EDGE BREAD KNIFE. Worth 4/-. SALE PRICE 2/9 CROCKERY CRUET SETS. 3 pieces on tray, well decorated. SALE PRICE 2/9 set MILLINERS PLYERS. Usually 3/-. SALE PRICE 2/3 <box>23 119 274 193</box>
advertiser-name: E. & A. McDOWELL <box>33 1133 112 1159</box>
armchair-illustration <box>24 749 285 867</box>
article-heading: GORE COLLIE DOG CLUB <box>308 41 439 65</box>
filler-note: "By-law" is said to actually mean "town law," the "by" being an old Danish word meaning town, borg, or borough. <box>783 1529 951 1554</box>
ad-body: GIVES A FEW CASH-OVER-THE-COUNTER PRICES just to show the public that COX QUALITY costs no more! LAMB: Hindquarter, 8d. lb.; Forequarter, 6½d. per lb. WETHER MUTTON: Forequarters 4½d. lb.; Hindquarter 5d. lb.; Legs 8d.; Chops 6d. EWE MUTTON: Forequarter 3d. lb.; Hindquarter 5d.; Leg 6d. SUGAR-CURED BACON: Sliced 1/4 lb.; in piece, 1/2 lb. WE CATCH ALL TRAINS AND BUSES. EVERYBODY KNOWS THE SHOP: MERSEY STREET. ------ PHONE: 67. <box>20 1219 125 1392</box>
results-list: Miss N. Brown, Dunedin (92 points) . . 1 Miss E. Fletcher, Invercargill (90 points) . . . . . . . . 2 Commended: Miss P. Crawford, Invercargill; Miss E. Hannon, Invercargill. Also competed: Miss F. McKay, Invercargill. <box>615 1068 772 1117</box>
ad-body: FENCING PLYERS. Usually 7/6. SALE PRICE 4/9 SPIRIT LEVELS ... 18in 4/8, 20in 5/-, 24in 6/-, 30in 6/6 EXTENDING D.P. HACK SAW FRAMES with 6 blades. SALE PRICE 2/6 FOOTPRINT PIPE WRENCHES—6in 1/6, 9in 2/-, 12in 3/6, 14in 5/- pair SLIP JOINT PLYERS; useful for the car; 2/6. SALE PRICE 1/9 WIRE CUTTERS; 7/6in. Usually 4/6. SALE PRICE 3/- A GOOD BRITISH CARPENTER'S SAW; 26in. Usually 10/6. SALE PRICE 4/6 There are hundreds of Tools and Household Lines that we cannot enumerate in this space, but to every buyer of 30/- worth of Tools, we will present household goods or crockery to the value of 4/-. <box>23 211 286 294</box>
article-heading: RUGBY FOOTBALL <box>457 1096 600 1111</box>
results-list: Master W. Radford, Gore (84 points) 1 Master A. Duncan, Invercargill (84 points) . . . . . . . . 2 The only competitors. <box>615 1304 770 1337</box>
ad-cox: W. COX THE QUALITY BUTCHER. GIVES A FEW CASH-OVER-THE-COUNTER PRICES just to show the public that COX QUALITY costs no more! LAMB: Hindquarter, 8d. lb.; Forequarter, 6½d. per lb. WETHER MUTTON: Forequarters 4½d. lb.; Hindquarter 5d. lb.; Legs 8d.; Chops 6d. EWE MUTTON: Forequarter 3d. lb.; Hindquarter 5d.; Leg 6d. SUGAR-CURED BACON: Sliced 1/4 lb.; in piece, 1/2 lb. WE CATCH ALL TRAINS AND BUSES. EVERYBODY KNOWS THE SHOP: MERSEY STREET. ------ PHONE: 67. <box>15 1193 130 1396</box>
ad-subheading: BARGAINS FOR FARMERS <box>67 195 242 209</box>
ad-body: YOU'LL be proud to own furniture bought from Peterson's because we're proud to sell it. Good quality—distinctive designs—low prices. These are old catch-words, but they are true when you speak of furniture bought from: <box>25 874 284 929</box>
ad-united-trading <box>15 57 294 346</box>
results-list: Miss G. Kirk, Gore (92 points) . . . . 1 Miss I. Shields, Invercargill (91 points) . 2 Miss A. Jenkinson, Invercargill (90 points) . . . . . . . . 3 Highly commended: Miss J. Thompson, Gore. Commended: Miss G. Traynor, Wyndham; Miss J. Taylor, Invercargill; Miss L. Winders, Invercargill. Also competed: Miss N. Hughes, Gore; Miss W. Shields, Invercargill; Miss R. L. Cameron, Gore; Miss R. Brown, Gore; Miss R. Wilson, Gore. <box>615 908 772 997</box>
results-list: Master Bruce Mack, Dunedin (90 points) 1 The only competitor. <box>615 1024 763 1041</box>
ad-price: 2/6 <box>59 1041 86 1060</box>
ad-headline: Here's a Chance to Save by Spending <box>46 64 263 99</box>
ad-headline: A WINTER NECESSITY <box>64 602 245 620</box>
ad-body: Our stocks of ELECTRIC TORCHES include all the best and most reliable makes. Our BATTERIES arrive fresh from the factory each week. We can therefore offer you a guarantee of service not available from those who order in large quantities. <box>23 639 286 681</box>
advertiser-name: The Dominion Electrical Engineering Co. Ltd. <box>66 683 243 712</box>
article-body: Ashburton, May 20. Noleen Mary Kerr, aged two years and five months, was drowned last evening in a creek near the residence of her parents, just outside the borough. The child was missed after five minutes' absence and the father went in search and found the body wedged under a culvert. <box>959 1643 1099 1718</box>
advertiser-name: MURRAY & ROBERTSON <box>67 420 242 436</box>
ad-body: Allays irritation, reduces inflammation and prevents the Skin from breaking. PRICE . . . 1/- and 1/6 per Pot. <box>305 1725 442 1759</box>
article-heading: ACCIDENTS & FATALITIES <box>980 1595 1077 1620</box>
results-list: Misses C. Peterson, Balclutha, and Iris Gordon, Dunedin, "Eccentric" (90 points) . . . . . . . . 1 Miss C. Kearney, Upper Riccarton (89 points) . . . . . . . . . . 2 Miss Mabel Macdonald, Invercargill, "Folly" (88 points) . . . . . 3 Highly commended: Miss Tessie Tither, Riversdale, Misses Margaret and Phyllis Lange, Gore, Miss Dorothy Crawford, Gore. Also competed: Miss Isobel Macdonald, Invercargill, Miss Florence Miller, Maitland; Miss Ethel Smith, Waikaka, Miss Betty White, Gore. <box>615 716 772 829</box>
masthead <box>10 8 1104 34</box>
ad-headline: FLORAL WORK <box>41 1405 104 1436</box>
column-magistrates-court: MAGISTRATE'S COURT SITTING AT GORE. At a sitting of the Gore Magistrate's Court yesterday Mr H. J. Dixon, S.M., presided. No Driver's Licence. James Croad, who claimed to have had experience of driving all makes of cars except one, drove the make he had not driven before when he was not the holder of a motor drivers' licence and as a consequence was called upon to appear before the Magistrate. At the same time the owner of the car, George Reeves, was charged with employing Croad, not being the holder of a licence, to drive his car. Croad said that on Easter Saturday he went with Mr Reeves and some friends decided to go for a drive to Mandeville. Reeves was not feeling well and asked him to drive. He had driven all makes of cars since 1911, but had not driven a particular new model. Since 1911 he had always held a driver's licence, but had not taken one out this year. He told Reeves that he did not have a licence. In reply to a question from Senior-Sergeant Packer, Croad said that Reeves had not paid him anything for driving the car. Mr A. H. W. Aitken, who appeared for Reeves, submitted that on the facts outlined there was no case disclosed against his client. The Magistrate remarked that Reeves sat alongside of Croad and if there had been an accident Reeves would have been liable. The information against Reeves was dismissed under section 92 of the Justices of the Peace Act and Croad was convicted and ordered to pay costs 10/-. John Alexander Forbes, charged with driving a motor car without being the holder of a motor driver's licence, was convicted and fined £3 and ordered to pay costs 12/-. False Pretences. A youth named Henry John Dean was charged with forging a cheque for the sum of 25s. the charge subsequently being reduced, on the application of Senior-Sergeant Packer, to one of false pretences. The accused pleaded guilty and elected to be dealt with summarily. Senior-Sergeant Packer said that the young lad was a native of Christchurch. His father had died when the lad was quite young. His mother had to go out to work and the remaining children were in an orphanage. The accused had set out to learn the bootmaking trade, but got out of work and could not find other employment. He did what any other lad with any go in him would do and set out on foot to seek work. He walked from Christchurch to Mataura and there got a job on a dairy farm. Unfortunately he came across a cheque book belonging to his employer. He took out one cheque form and made it out for the sum of 25s. Fortunately the cheque was noticed not to be in order and payment was not made on it. Under the circumstances he thought that a term of probation would meet the case. Questioned by the Magistrate, Dean said that when he took the cheque he was badly in need of clothes. Such a thing would not happen again. The Magistrate said the offence was a most serious one and it was only because the charge had been reduced that he could treat the accused so leniently as he intended. Dean was convicted and admitted to probation for a term of two years and was ordered to pay witness' expenses, 24/-. Maintenance. Proceeded against for a breach of a maintenance order in respect of his illegitimate child, Robert Stewart was sentenced to 21 days' imprisonment in Auckland, to be released on payment of the amount due, £17 19/- up to April 29, and solicitor's fee £1 1/-. Patrick Joseph Martin was proceeded against for arrears of maintenance in respect of his wife and two children. The clerk of the court, in evidence, stated that the arrears in respect of the order for maintenance of Martin's wife amounted to £161 10/- up to May 3. Of that amount he had already been imprisoned in respect of £126 10/-. The arrears in respect of the order for each of the children amounted to £39 7/6 and he had been imprisoned in respect of £33 for each order. Martin was convicted and sentenced to six weeks' imprisonment at Invercargill, to be released on the payment of £35, the balance due in regard to the order for the maintenance of his wife. He was also convicted and sentenced to 14 days' imprisonment to be released on the payment of £6 7/6 and solicitor's fee £1 1/-, in respect of the arrears due on the first child's maintenance, the sentence to be concurrent. In regard to the order for the second child's maintenance Martin was also convicted and sentenced to 14 days' imprisonment at Invercargill, to be released upon payment of the arrears, £6 7/6, the sentences to be concurrent. RUGBY FOOTBALL EASTERN SOUTHLAND. TO-DAY'S GAMES. Pioneer's defeat of Mataura last Wednesday has created a very interesting position in the competition for the Eastern Southland premiership. At the end of the first round Mataura, Albion and Pioneer were level, each having won two matches and lost one. The second round commences to-day, when Pioneer and Albion will meet for the second time. Albion won the last game by the narrow margin of two points, and this time Pioneer, fresh from their victory over Mataura, will be keen to turn the tables. A second grade game and two third grade matches (one of which will commence at 2 p.m.) complete a promising programme for the Gore Showgrounds to-day. TEAMS FOR TO-DAY. First Grade. Mataura: Walsh; Jones, Calder, Cullen; Lloyd, H. McDonald; C. McDonald; G. McLeod, Richmond; Giles, Ashby, Irwin; McLeod (captain), Aitken; Maley. Pioneer: Cunningham, Muir, Archer, Forbes, Churstan, Matheson, Thomson, Davidson, Woods, O'Shea, Sewell, Bell, Fitzgerald, Matheson and Martin. Emergencies: Holland and Fairweather. Albion: Valentine, Hubber, Kirby, Wallis, Horton, Hollaman, Leder, Taylor, Townsend, Robertson, W. Tither, Ritchie, Cameron, Grieve, Knowles, Rose, Ritchie, Kennedy, J. Tither and Christie. Second Grade. Pioneer: Curtis, Cooper, Shaw, Whitehead, Dunbar, Davidson, Green, Kerr, Crawford, Day, MacGregor, McKay, Saxton, Roberts, Johnston, Baldwin, Forbes. Third Grade. Pioneer: Muir, Vallen, Scott (2), McAra, Ward, Sheldon, Brown, Liley, Nelson, Tutty, Burke, Ritchie, Kingdon, McDowell, Cawe, Gerkin. Albion: Gerken, Smith, Reid, McGregor, Sharp, J. Calhoun, McDonald, Dickie, Martin, Smyth, Grainger, Blackwood, Knowles, Horne, Harvey, W. Latham, R. Latham. The game against Pioneer commences at 2 p.m. FIXTURES AND REFEREES. First Grade. Pioneer v. Albion at Gore, Mr W. Leitch. Mataura v. Edendale at Mataura, Mr J. A. Edwards. Second Grade. Seaward Downs v. Wyndham at Wyndham, Mr R. A. Marshall. Pioneer v. Pukerau at Gore, Mr A. Walls. Waimumu v. Mataura at Mataura, Mr F. Wallis, jun. Third Grade. Pioneer v. Albion at Gore, Mr M. Fowler. High School v. Mataura at Gore, Mr D. Little. Edendale v. Wyndham at Edendale, Mr R. Robertson. <box>448 38 610 1682</box>
advertiser-name: GRANTS, LTD. <box>328 1763 419 1802</box>
ad-murray-robertson <box>15 352 294 465</box>
results-list: Miss V. Brown, Ocean Beach (100 points) . . . . . . . . 1 Miss M. Baty, Invercargill and Miss M. Macdonald, Invercargill (94 points) equal . . . . . . . 2 Miss L. Dixon, Gore (93 points) . . . 3 Very highly commended: Master D. Staples, Gore; Miss W. Shields, Invercargill. Highly commended: Miss E. Fletcher, Invercargill; Miss B. White, Gore. Commended: Miss E. Hannon, Invercargill; Master C. Lanar, Gore. Also competed: Master F. McArthur, Gore; Miss E. Hyne, Gore; Miss E. Kirk, Gore. <box>783 1269 948 1373</box>
ad-baker: VALUE YOUR EYESIGHT. GOOD SIGHT IS A GIFT TO BE APPRECIATED. If your sight is defective, get good and accurate advice. This we can give you. No charge for consultation. YEARS of experience and scientific research have made us qualified to adjust the most difficult defects. W. BAKER Fully Qualified and Registered Optician. "BAKER'S FOR THE BEST!" MAIN STREET. GORE. <box>139 992 294 1127</box>
results-list: Miss N. McDonald, Mataura (88 points) 1 Miss A. Playfair, Gummies Bush (84 points) . . . . . . . 2 Also competed: Miss L. Hamer, Dunedin. <box>783 230 945 262</box>
ad-prices: 10 LBS FOR 1/- 6/- PER BAG. 2/- PER BOX. <box>46 407 263 418</box>
ad-tagline: THE PEOPLE'S GROCERS. <box>106 438 203 447</box>
ad-dominion-electrical <box>15 595 294 729</box>
article-heading: ASHES AS FERTILIZER <box>987 1727 1071 1752</box>
article-body: Pioneer's defeat of Mataura last Wednesday has created a very interesting position in the competition for the Eastern Southland premiership. At the end of the first round Mataura, Albion and Pioneer were level, each having won two matches and lost one. The second round commences to-day, when Pioneer and Albion will meet for the second time. Albion won the last game by the narrow margin of two points, and this time Pioneer, fresh from their victory over Mataura, will be keen to turn the tables. A second grade game and two third grade matches (one of which will commence at 2 p.m.) complete a promising programme for the Gore Showgrounds to-day. TEAMS FOR TO-DAY. First Grade. Mataura: Walsh; Jones, Calder, Cullen; Lloyd, H. McDonald; C. McDonald; G. McLeod, Richmond; Giles, Ashby, Irwin; McLeod (captain), Aitken; Maley. Pioneer: Cunningham, Muir, Archer, Forbes, Churstan, Matheson, Thomson, Davidson, Woods, O'Shea, Sewell, Bell, Fitzgerald, Matheson and Martin. Emergencies: Holland and Fairweather. Albion: Valentine, Hubber, Kirby, Wallis, Horton, Hollaman, Leder, Taylor, Townsend, Robertson, W. Tither, Ritchie, Cameron, Grieve, Knowles, Rose, Ritchie, Kennedy, J. Tither and Christie. Second Grade. Pioneer: Curtis, Cooper, Shaw, Whitehead, Dunbar, Davidson, Green, Kerr, Crawford, Day, MacGregor, McKay, Saxton, Roberts, Johnston, Baldwin, Forbes. Third Grade. Pioneer: Muir, Vallen, Scott (2), McAra, Ward, Sheldon, Brown, Liley, Nelson, Tutty, Burke, Ritchie, Kingdon, McDowell, Cawe, Gerkin. Albion: Gerken, Smith, Reid, McGregor, Sharp, J. Calhoun, McDonald, Dickie, Martin, Smyth, Grainger, Blackwood, Knowles, Horne, Harvey, W. Latham, R. Latham. The game against Pioneer commences at 2 p.m. FIXTURES AND REFEREES. First Grade. Pioneer v. Albion at Gore, Mr W. Leitch. Mataura v. Edendale at Mataura, Mr J. A. Edwards. Second Grade. Seaward Downs v. Wyndham at Wyndham, Mr R. A. Marshall. Pioneer v. Pukerau at Gore, Mr A. Walls. Waimumu v. Mataura at Mataura, Mr F. Wallis, jun. Third Grade. Pioneer v. Albion at Gore, Mr M. Fowler. High School v. Mataura at Gore, Mr D. Little. Edendale v. Wyndham at Edendale, Mr R. Robertson. <box>453 1134 604 1699</box>
article-heading: COMPETITIONS <box>639 41 748 53</box>
ad-printing <box>139 1307 294 1364</box>
ad-footer: MAIN STREET GORE <box>23 574 286 583</box>
ad-headline: VALUE YOUR EYESIGHT. <box>177 996 256 1019</box>
ad-body: GOOD SIGHT IS A GIFT TO BE APPRECIATED. If your sight is defective, get good and accurate advice. This we can give you. No charge for consultation. YEARS of experience and scientific research have made us qualified to adjust the most difficult defects. <box>144 1018 282 1084</box>
results-list: Miss Tui Northey, Dunedin (100 points) 1 Miss Isobel McGregor, Dunedin (99 points) 2 Miss Erana Newbold, Dunedin (95 points) . . . . . . . . 3 Also competed: Miss Ngaio Russell, Dunedin, Mrs A. Styles, Waikaka, Mrs J. Grant, Mossburn, Mrs M. Cowie, Winton. <box>783 652 946 708</box>
results-list: Misses J. Cockerill and B. Douglas, Gore (80 points) . . . . . 1 Misses W. Wallis and M. Henderson, Gore (79 points) . . . . . 2 The only competitors. <box>615 1465 768 1506</box>
ad-headline: CHILBLAIN CREAM. <box>334 1699 413 1724</box>
ad-body: WREATHS and CROSSES; from 10/6 each. SHOWER BOUQUETS; from 12/6 each. HAND BOUQUETS; from 7/6 each. DECORATED BASKETS, SPRAYS, ETC. <box>20 1435 124 1501</box>
ad-tagline: THE HOME OF DELICIOUSLY BAKED SMALL GOODS <box>56 563 253 572</box>
ad-floral: FLORAL WORK WREATHS and CROSSES; from 10/6 each. SHOWER BOUQUETS; from 12/6 each. HAND BOUQUETS; from 7/6 each. DECORATED BASKETS, SPRAYS, ETC. ALEX. T. NEWMAN BOX 117. GORE. TEL. 165. <box>15 1401 130 1547</box>
column-city-council: CITY COUNCIL FORTNIGHTLY MEETING. REPORTS OF COMMITTEE. The fortnightly meeting of the Invercargill City Council was held last evening. There were present:—His Worship the Mayor (Mr J. D. Campbell) and Councillors W. Hinchey, J. Robertson, T. O'Byrne, A. F. Ball, J. G. Imlay, F. G. Hall-Jones, G. R. Broderick, J. Gilkison, B. J. Macalister, A. C. Ford, G. J. Reed and R. Sheehan. The following clauses of public interest appeared in the reports of committees as adopted by the council: Works. Water and Gas Mains, Kew Hospital: Having received a letter from the South Invercargill Borough Council asking for a plan showing the proposed position of water and gas mains to be laid through the South Invercargill Borough to Kew Hospital and asking that the council appoint representatives to meet it to discuss the question of maintenance of boundary streets and other matters arising from the alterations to the boundaries; having directed that the necessary plan be forwarded to the South Invercargill Borough Council and that it be informed that the City Engineer would be pleased to confer with it in connection with the matters raised. Invercargill Fire Board: Having received a letter from the Invercargill Fire Board stating that certain chimneys in the city were constructed in such a way that they could not be cleaned from the fire-place and that in other cases the backs of fire-places were not properly fitted in, pointing out the risk which existed and requesting that steps be taken to ensure that chimneys were properly constructed; having requested the City Engineer to confer with the Fire Superintendent in the matter. Contract for Street Surfacing: Recommend that the contract with Messrs Isherwood and Bellam for street surfacing work under the £60,000 streets loan be continued next season in accordance with the schedule of prices and conditions of contract agreed upon. Finance. Rebate of Theatre Hire: (a) Having received an application from the Central Methodist Church for a rebate on theatre hire fees in connection with a concert held for the benefit of the Methodist Church mission work; having no recommendation to make. (b) Having received an application from the Home Missions Department, Methodist Church, for a rebate on theatre hire fees in connection with a concert held for the benefit of needy Maori children; having no recommendation to make. (c) Having received an application from the organiser of the Poppy Day Fund for a rebate on theatre hire fees in connection with a concert held for the benefit of Poppy Day Fund; having no recommendation to make. Ladies' Challenge Shooting Shield: Having received a letter from the City Guards Defence Rifle Club asking the council to take charge of the Ladies' Challenge Shield which is at present in the possession of the club; recommend that the council accept the shield to be hung in the entrance vestibule of the Town Hall. Increase in Expenditure of Invercargill Fire Board: Having received a letter from the Invercargill Fire Board stating that the increase in expenditure for the current year was made necessary mainly by the extension of the board's area to include the amalgamated portion of South Invercargill and that the board endeavours to keep its expenditure as low as possible on all occasions. Workers' Educational Association: Having received from the Workers' Educational Association a report on its activities during the past year together with an application for renewal of the council's subsidy of £15 for the year 1930; recommend that the subsidy be renewed. Invercargill Scottish Pipe Band Subsidy: Having received a letter from the Invercargill Scottish Pipe Band stating that a number of concerts had been given by the band during the year as well as attendance at benefit concerts and public functions and asking for a renewal of the council's subsidy of £15; recommend that the subsidy be renewed. COMMITTED FOR TRIAL ALLEGED COUNTERFEIT COINS. (Per United Press Association.) Christchurch, May 20. Walter James Wright was charged in the Magistrate's Court to-day with having in his possession an illegal mould intended to make counterfeit shillings and half-crowns. He was also charged on three counts with uttering counterfeit coin. He pleaded not guilty and was committed to the Supreme Court for trial. Evidence was given by four shopkeepers that a man tendered a counterfeit florin for small purchases receiving goods and change. Two of the shopkeepers identified accused as the man. Detective Findlay gave evidence of having searched accused's place of residence and found there two coin moulds in plaster of paris and some unused plaster of paris. The moulds were of a 1927 half-crown and a 1915 shilling and accused had gold coins of those years in his possession. The detective found also a tin in which metal had been melted, also some type slugs, pieces of zinc and a piece of lead tubing. HOSPITAL FEES INCREASE IN AUCKLAND. (Per United Press Association.) Auckland, May 20. A decision to raise the fee for hospital treatment from 9/- to 12/- a day, which is the charge in all the other large Hospital Boards of the Dominion was made at a meeting of the Auckland Hospital Board. Half rates will be charged for children under 14 years of age. It was stated that hospital treatment had been availed of more and more by persons able to pay the higher fee than at present charged. ATTACKED BY BOAR HORSE DISEMBOWELLED. (Per United Press Association.) Stratford, May 20. A boar at the farm of Evan Jones, Toko, attacked four valuable horses running in a paddock with it. One, valued at £50, was disembowelled and had to be destroyed. Another, with a cut sinew, may have to be destroyed. The two others were sewed up. The boar was destroyed. ACCIDENTS & FATALITIES CHILD DROWNED IN CREEK. (Per United Press Association.) Ashburton, May 20. Noleen Mary Kerr, aged two years and five months, was drowned last evening in a creek near the residence of her parents, just outside the borough. The child was missed after five minutes' absence and the father went in search and found the body wedged under a culvert. ASHES AS FERTILIZER CLAUSE IN WILL. The desire that he should be cremated and his ashes thrown away "or used as a fertilizer so that the body shall return to the dust it was," was made in the will of Mr Alexander Mungrave Hilton, of Oaklands, Surry. He was formerly an excellent oarsman and cricketer, captaining the Surry Club until he was more than 70 years old. <box>959 41 1102 1839</box>
results-list: Mr J. E. Davies, Dunedin (85 points) 1 Mr R. W. Stevenson, Gore (83 points) 2 Highly commended: Mr R. W. Dunbar, Gore; Mr J. P. Mayhew, Gore. <box>615 1621 767 1654</box>
results-list: Mr Osmond Duggan, Mandeville (93 points) . . . . . . . . 1 Miss N. Buswell, Dunedin (92 points) . . 2 Miss I. McGregor, Dunedin and Miss E. Newbold, Dunedin (90 points) equal 4 Commended: Mrs A. Styles, Waikaka; Mrs J. Grant, Mossburn. Also competed: Miss W. Columb, Gore. <box>783 1455 948 1519</box>
page-number: 8 <box>14 8 26 27</box>
results-list: Messrs Dunbar, Pringle, Stevenson and Mayhew, Gore (89 points) . . . . 1 The only entry. <box>783 388 920 412</box>
advertiser-name: W. BAKER <box>177 1084 256 1099</box>
results-list: Misses Erana Newbold and Tui Northey, Dunedin (102 points) . . . . . 1 Misses Isobel McGregor and Tui Northey, Dunedin (92 points) . . . . . 2 The only competitors. <box>783 520 927 560</box>
article-heading: THROAT SPECIALISTS DISCOVER NEW EFFECTIVE GARGLE. <box>308 1390 439 1435</box>
